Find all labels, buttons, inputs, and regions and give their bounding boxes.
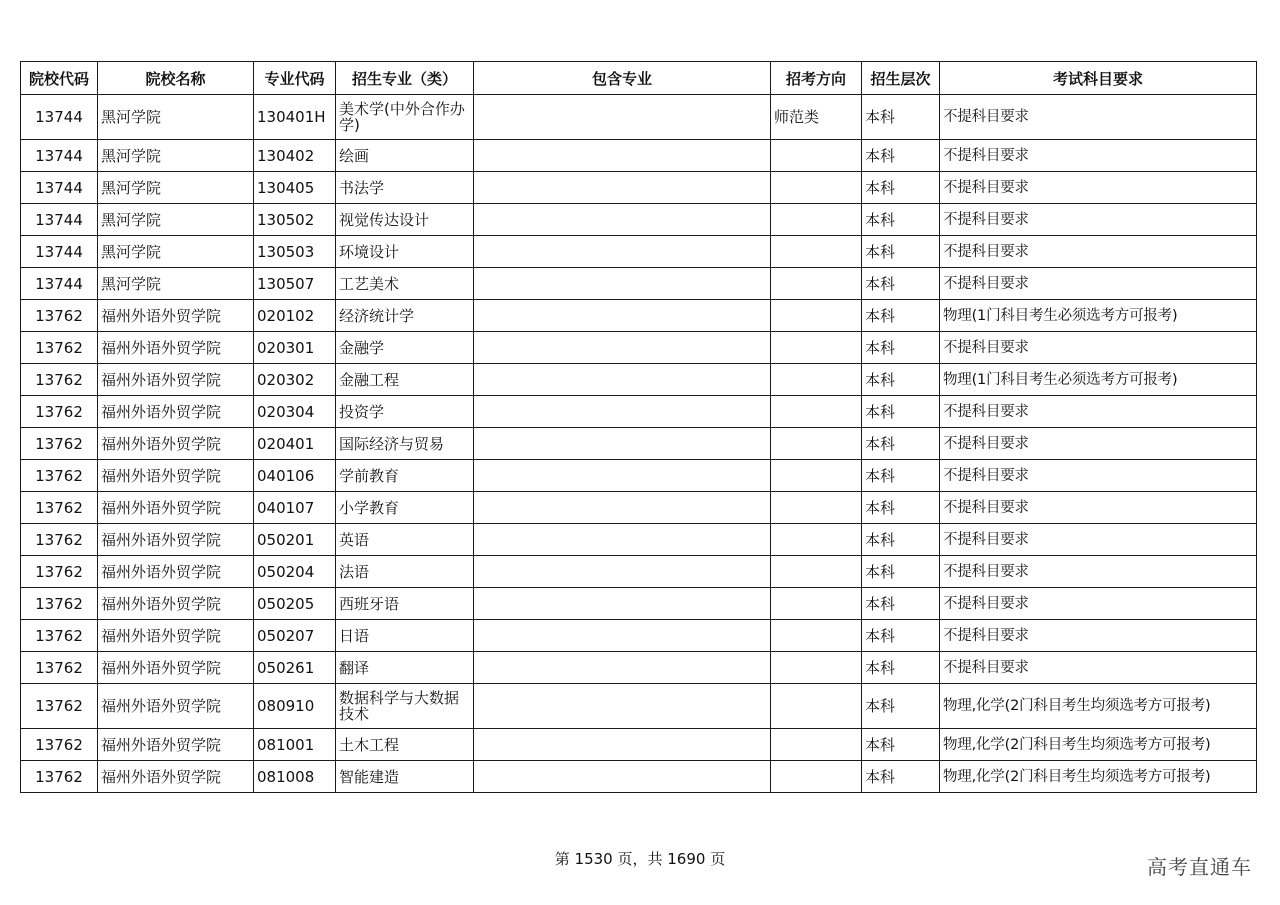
level-cell: 本科 <box>862 95 940 140</box>
school-code-cell: 13762 <box>21 460 98 492</box>
included-majors-cell <box>474 620 771 652</box>
major-code-cell: 020401 <box>254 428 336 460</box>
school-code-cell: 13744 <box>21 268 98 300</box>
subject-requirement-cell: 不提科目要求 <box>940 620 1257 652</box>
school-code-cell: 13762 <box>21 492 98 524</box>
level-cell: 本科 <box>862 620 940 652</box>
major-cell: 美术学(中外合作办学) <box>336 95 474 140</box>
included-majors-cell <box>474 492 771 524</box>
table-row <box>21 588 1257 620</box>
school-name-cell: 福州外语外贸学院 <box>98 652 254 684</box>
subject-requirement-cell: 不提科目要求 <box>940 460 1257 492</box>
direction-cell <box>771 300 862 332</box>
subject-requirement-cell: 不提科目要求 <box>940 95 1257 140</box>
major-cell: 经济统计学 <box>336 300 474 332</box>
subject-requirement-cell: 物理,化学(2门科目考生均须选考方可报考) <box>940 761 1257 793</box>
school-name-cell: 福州外语外贸学院 <box>98 332 254 364</box>
major-code-cell: 020302 <box>254 364 336 396</box>
table-row <box>21 556 1257 588</box>
table-row <box>21 460 1257 492</box>
direction-cell <box>771 268 862 300</box>
major-code-cell: 040107 <box>254 492 336 524</box>
major-code-cell: 081008 <box>254 761 336 793</box>
school-name-cell: 福州外语外贸学院 <box>98 684 254 729</box>
subject-requirement-cell: 物理(1门科目考生必须选考方可报考) <box>940 364 1257 396</box>
direction-cell <box>771 140 862 172</box>
school-name-cell: 福州外语外贸学院 <box>98 729 254 761</box>
major-cell: 绘画 <box>336 140 474 172</box>
table-row <box>21 396 1257 428</box>
direction-cell <box>771 729 862 761</box>
major-cell: 书法学 <box>336 172 474 204</box>
major-code-cell: 130503 <box>254 236 336 268</box>
direction-cell <box>771 652 862 684</box>
table-row <box>21 268 1257 300</box>
major-code-cell: 130401H <box>254 95 336 140</box>
school-name-cell: 黑河学院 <box>98 204 254 236</box>
header-included-majors: 包含专业 <box>474 62 771 95</box>
level-cell: 本科 <box>862 460 940 492</box>
level-cell: 本科 <box>862 761 940 793</box>
level-cell: 本科 <box>862 652 940 684</box>
header-major: 招生专业（类） <box>336 62 474 95</box>
admission-table <box>20 61 1257 793</box>
school-name-cell: 黑河学院 <box>98 236 254 268</box>
school-name-cell: 福州外语外贸学院 <box>98 761 254 793</box>
school-code-cell: 13762 <box>21 652 98 684</box>
included-majors-cell <box>474 95 771 140</box>
school-name-cell: 福州外语外贸学院 <box>98 396 254 428</box>
major-cell: 法语 <box>336 556 474 588</box>
table-row <box>21 761 1257 793</box>
major-code-cell: 050201 <box>254 524 336 556</box>
included-majors-cell <box>474 684 771 729</box>
major-cell: 西班牙语 <box>336 588 474 620</box>
major-code-cell: 020102 <box>254 300 336 332</box>
subject-requirement-cell: 不提科目要求 <box>940 236 1257 268</box>
direction-cell <box>771 588 862 620</box>
school-code-cell: 13762 <box>21 428 98 460</box>
level-cell: 本科 <box>862 556 940 588</box>
direction-cell <box>771 684 862 729</box>
major-cell: 金融学 <box>336 332 474 364</box>
included-majors-cell <box>474 460 771 492</box>
major-code-cell: 130507 <box>254 268 336 300</box>
major-code-cell: 080910 <box>254 684 336 729</box>
school-name-cell: 福州外语外贸学院 <box>98 300 254 332</box>
school-code-cell: 13762 <box>21 761 98 793</box>
school-code-cell: 13762 <box>21 300 98 332</box>
school-code-cell: 13762 <box>21 684 98 729</box>
subject-requirement-cell: 不提科目要求 <box>940 204 1257 236</box>
school-code-cell: 13744 <box>21 172 98 204</box>
watermark-logo-text: 高考直通车 <box>1147 855 1252 879</box>
subject-requirement-cell: 不提科目要求 <box>940 268 1257 300</box>
school-name-cell: 黑河学院 <box>98 172 254 204</box>
included-majors-cell <box>474 332 771 364</box>
school-code-cell: 13744 <box>21 204 98 236</box>
header-subject-requirement: 考试科目要求 <box>940 62 1257 95</box>
subject-requirement-cell: 不提科目要求 <box>940 524 1257 556</box>
school-code-cell: 13762 <box>21 524 98 556</box>
table-row <box>21 684 1257 729</box>
subject-requirement-cell: 不提科目要求 <box>940 652 1257 684</box>
subject-requirement-cell: 不提科目要求 <box>940 140 1257 172</box>
header-level: 招生层次 <box>862 62 940 95</box>
major-cell: 投资学 <box>336 396 474 428</box>
major-code-cell: 040106 <box>254 460 336 492</box>
school-code-cell: 13762 <box>21 729 98 761</box>
subject-requirement-cell: 不提科目要求 <box>940 588 1257 620</box>
school-name-cell: 福州外语外贸学院 <box>98 460 254 492</box>
major-code-cell: 050207 <box>254 620 336 652</box>
major-cell: 数据科学与大数据技术 <box>336 684 474 729</box>
school-name-cell: 黑河学院 <box>98 268 254 300</box>
direction-cell <box>771 172 862 204</box>
direction-cell <box>771 396 862 428</box>
subject-requirement-cell: 不提科目要求 <box>940 556 1257 588</box>
school-code-cell: 13762 <box>21 332 98 364</box>
table-row <box>21 364 1257 396</box>
direction-cell <box>771 460 862 492</box>
major-code-cell: 050261 <box>254 652 336 684</box>
major-code-cell: 050204 <box>254 556 336 588</box>
level-cell: 本科 <box>862 492 940 524</box>
major-cell: 智能建造 <box>336 761 474 793</box>
major-cell: 小学教育 <box>336 492 474 524</box>
direction-cell <box>771 620 862 652</box>
included-majors-cell <box>474 428 771 460</box>
school-code-cell: 13762 <box>21 588 98 620</box>
subject-requirement-cell: 不提科目要求 <box>940 428 1257 460</box>
included-majors-cell <box>474 268 771 300</box>
level-cell: 本科 <box>862 524 940 556</box>
school-name-cell: 福州外语外贸学院 <box>98 364 254 396</box>
major-cell: 土木工程 <box>336 729 474 761</box>
level-cell: 本科 <box>862 140 940 172</box>
school-code-cell: 13762 <box>21 396 98 428</box>
direction-cell <box>771 556 862 588</box>
school-name-cell: 黑河学院 <box>98 95 254 140</box>
table-row <box>21 204 1257 236</box>
table-row <box>21 428 1257 460</box>
direction-cell <box>771 761 862 793</box>
subject-requirement-cell: 不提科目要求 <box>940 332 1257 364</box>
table-row <box>21 236 1257 268</box>
school-name-cell: 福州外语外贸学院 <box>98 556 254 588</box>
included-majors-cell <box>474 300 771 332</box>
school-code-cell: 13762 <box>21 620 98 652</box>
table-row <box>21 524 1257 556</box>
table-row <box>21 300 1257 332</box>
direction-cell <box>771 524 862 556</box>
major-code-cell: 020304 <box>254 396 336 428</box>
direction-cell <box>771 428 862 460</box>
subject-requirement-cell: 不提科目要求 <box>940 396 1257 428</box>
table-row <box>21 492 1257 524</box>
header-school-name: 院校名称 <box>98 62 254 95</box>
level-cell: 本科 <box>862 364 940 396</box>
subject-requirement-cell: 物理(1门科目考生必须选考方可报考) <box>940 300 1257 332</box>
table-row <box>21 620 1257 652</box>
direction-cell <box>771 204 862 236</box>
table-row <box>21 729 1257 761</box>
major-cell: 英语 <box>336 524 474 556</box>
table-row <box>21 172 1257 204</box>
header-school-code: 院校代码 <box>21 62 98 95</box>
direction-cell <box>771 492 862 524</box>
level-cell: 本科 <box>862 300 940 332</box>
major-cell: 视觉传达设计 <box>336 204 474 236</box>
major-cell: 国际经济与贸易 <box>336 428 474 460</box>
included-majors-cell <box>474 652 771 684</box>
school-code-cell: 13762 <box>21 556 98 588</box>
level-cell: 本科 <box>862 428 940 460</box>
major-cell: 金融工程 <box>336 364 474 396</box>
major-code-cell: 081001 <box>254 729 336 761</box>
included-majors-cell <box>474 236 771 268</box>
level-cell: 本科 <box>862 172 940 204</box>
level-cell: 本科 <box>862 729 940 761</box>
subject-requirement-cell: 物理,化学(2门科目考生均须选考方可报考) <box>940 684 1257 729</box>
school-code-cell: 13744 <box>21 95 98 140</box>
school-code-cell: 13744 <box>21 236 98 268</box>
header-direction: 招考方向 <box>771 62 862 95</box>
major-code-cell: 130405 <box>254 172 336 204</box>
school-code-cell: 13762 <box>21 364 98 396</box>
table-row <box>21 652 1257 684</box>
direction-cell <box>771 332 862 364</box>
subject-requirement-cell: 物理,化学(2门科目考生均须选考方可报考) <box>940 729 1257 761</box>
major-code-cell: 020301 <box>254 332 336 364</box>
major-cell: 学前教育 <box>336 460 474 492</box>
table-body <box>21 95 1257 793</box>
direction-cell <box>771 364 862 396</box>
school-code-cell: 13744 <box>21 140 98 172</box>
included-majors-cell <box>474 172 771 204</box>
level-cell: 本科 <box>862 204 940 236</box>
level-cell: 本科 <box>862 396 940 428</box>
header-major-code: 专业代码 <box>254 62 336 95</box>
table-row <box>21 95 1257 140</box>
direction-cell: 师范类 <box>771 95 862 140</box>
subject-requirement-cell: 不提科目要求 <box>940 172 1257 204</box>
level-cell: 本科 <box>862 684 940 729</box>
school-name-cell: 福州外语外贸学院 <box>98 620 254 652</box>
included-majors-cell <box>474 588 771 620</box>
included-majors-cell <box>474 729 771 761</box>
major-cell: 翻译 <box>336 652 474 684</box>
table-row <box>21 140 1257 172</box>
direction-cell <box>771 236 862 268</box>
level-cell: 本科 <box>862 588 940 620</box>
included-majors-cell <box>474 556 771 588</box>
included-majors-cell <box>474 396 771 428</box>
school-name-cell: 福州外语外贸学院 <box>98 524 254 556</box>
major-code-cell: 050205 <box>254 588 336 620</box>
included-majors-cell <box>474 524 771 556</box>
page-number: 第 1530 页，共 1690 页 <box>554 850 726 868</box>
school-name-cell: 福州外语外贸学院 <box>98 588 254 620</box>
major-cell: 环境设计 <box>336 236 474 268</box>
level-cell: 本科 <box>862 236 940 268</box>
table-row <box>21 332 1257 364</box>
major-code-cell: 130502 <box>254 204 336 236</box>
school-name-cell: 福州外语外贸学院 <box>98 428 254 460</box>
major-code-cell: 130402 <box>254 140 336 172</box>
major-cell: 工艺美术 <box>336 268 474 300</box>
major-cell: 日语 <box>336 620 474 652</box>
table-header-row <box>21 62 1257 95</box>
level-cell: 本科 <box>862 332 940 364</box>
school-name-cell: 黑河学院 <box>98 140 254 172</box>
school-name-cell: 福州外语外贸学院 <box>98 492 254 524</box>
included-majors-cell <box>474 140 771 172</box>
subject-requirement-cell: 不提科目要求 <box>940 492 1257 524</box>
included-majors-cell <box>474 364 771 396</box>
included-majors-cell <box>474 204 771 236</box>
included-majors-cell <box>474 761 771 793</box>
level-cell: 本科 <box>862 268 940 300</box>
